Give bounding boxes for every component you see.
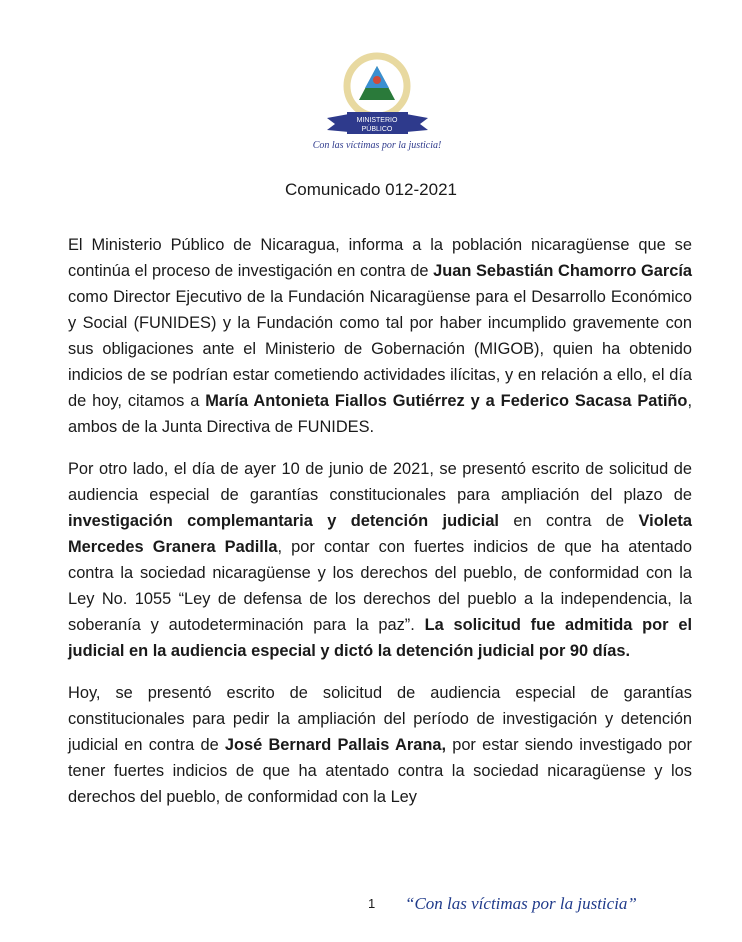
text-run: Por otro lado, el día de ayer 10 de junio de 2021, se presentó escrito de solicitud de audiencia especial de garantías constitucionales para ampliación del plazo de [68,460,692,504]
text-run: como Director Ejecutivo de la Fundación Nicaragüense para el Desarrollo Económico y Social (FUNIDES) y la Fundación como tal por haber incumplido gravemente con sus obligaciones ante el Ministerio de Gobernación (MIGOB), quien ha obtenido indicios de se podrían estar cometiendo actividades ilícitas, y en relación a ello, el día de hoy, citamos a [68,288,692,410]
bold-name: Juan Sebastián Chamorro García [433,262,692,280]
page-number: 1 [368,896,376,911]
bold-name: Violeta Mercedes Granera Padilla [68,512,692,556]
bold-text: La solicitud fue admitida por el judicial en la audiencia especial y dictó la detención judicial por 90 días. [68,616,692,660]
paragraph [68,456,692,664]
bold-name: José Bernard Pallais Arana, [224,736,447,754]
text-run: , por contar con fuertes indicios de que ha atentado contra la sociedad nicaragüense y los derechos del pueblo, de conformidad con la Ley No. 1055 “Ley de defensa de los derechos del pueblo a la independencia, la soberanía y autodeterminación para la paz”. [68,538,693,634]
bold-name: María Antonieta Fiallos Gutiérrez y a Federico Sacasa Patiño [205,392,688,410]
paragraph [68,680,692,810]
text-run: Hoy, se presentó escrito de solicitud de audiencia especial de garantías constitucionales para pedir la ampliación del período de investigación y detención judicial en contra de [68,684,692,754]
svg-text:Con las víctimas por la justic: Con las víctimas por la justicia! [312,140,442,151]
text-run: en contra de [498,512,639,530]
document-title: Comunicado 012-2021 [284,180,457,199]
ministerio-publico-logo [305,48,450,158]
paragraph [68,232,692,440]
text-run: El Ministerio Público de Nicaragua, informa a la población nicaragüense que se continúa el proceso de investigación en contra de [68,236,692,280]
svg-text:PÚBLICO: PÚBLICO [361,126,393,133]
footer-motto: “Con las víctimas por la justicia” [405,894,637,913]
bold-text: investigación complemantaria y detención judicial [68,512,499,530]
text-run: por estar siendo investigado por tener fuertes indicios de que ha atentado contra la sociedad nicaragüense y los derechos del pueblo, de conformidad con la Ley [68,736,693,806]
svg-text:MINISTERIO: MINISTERIO [356,117,398,124]
text-run: , ambos de la Junta Directiva de FUNIDES. [68,392,692,436]
document-body [68,232,692,826]
